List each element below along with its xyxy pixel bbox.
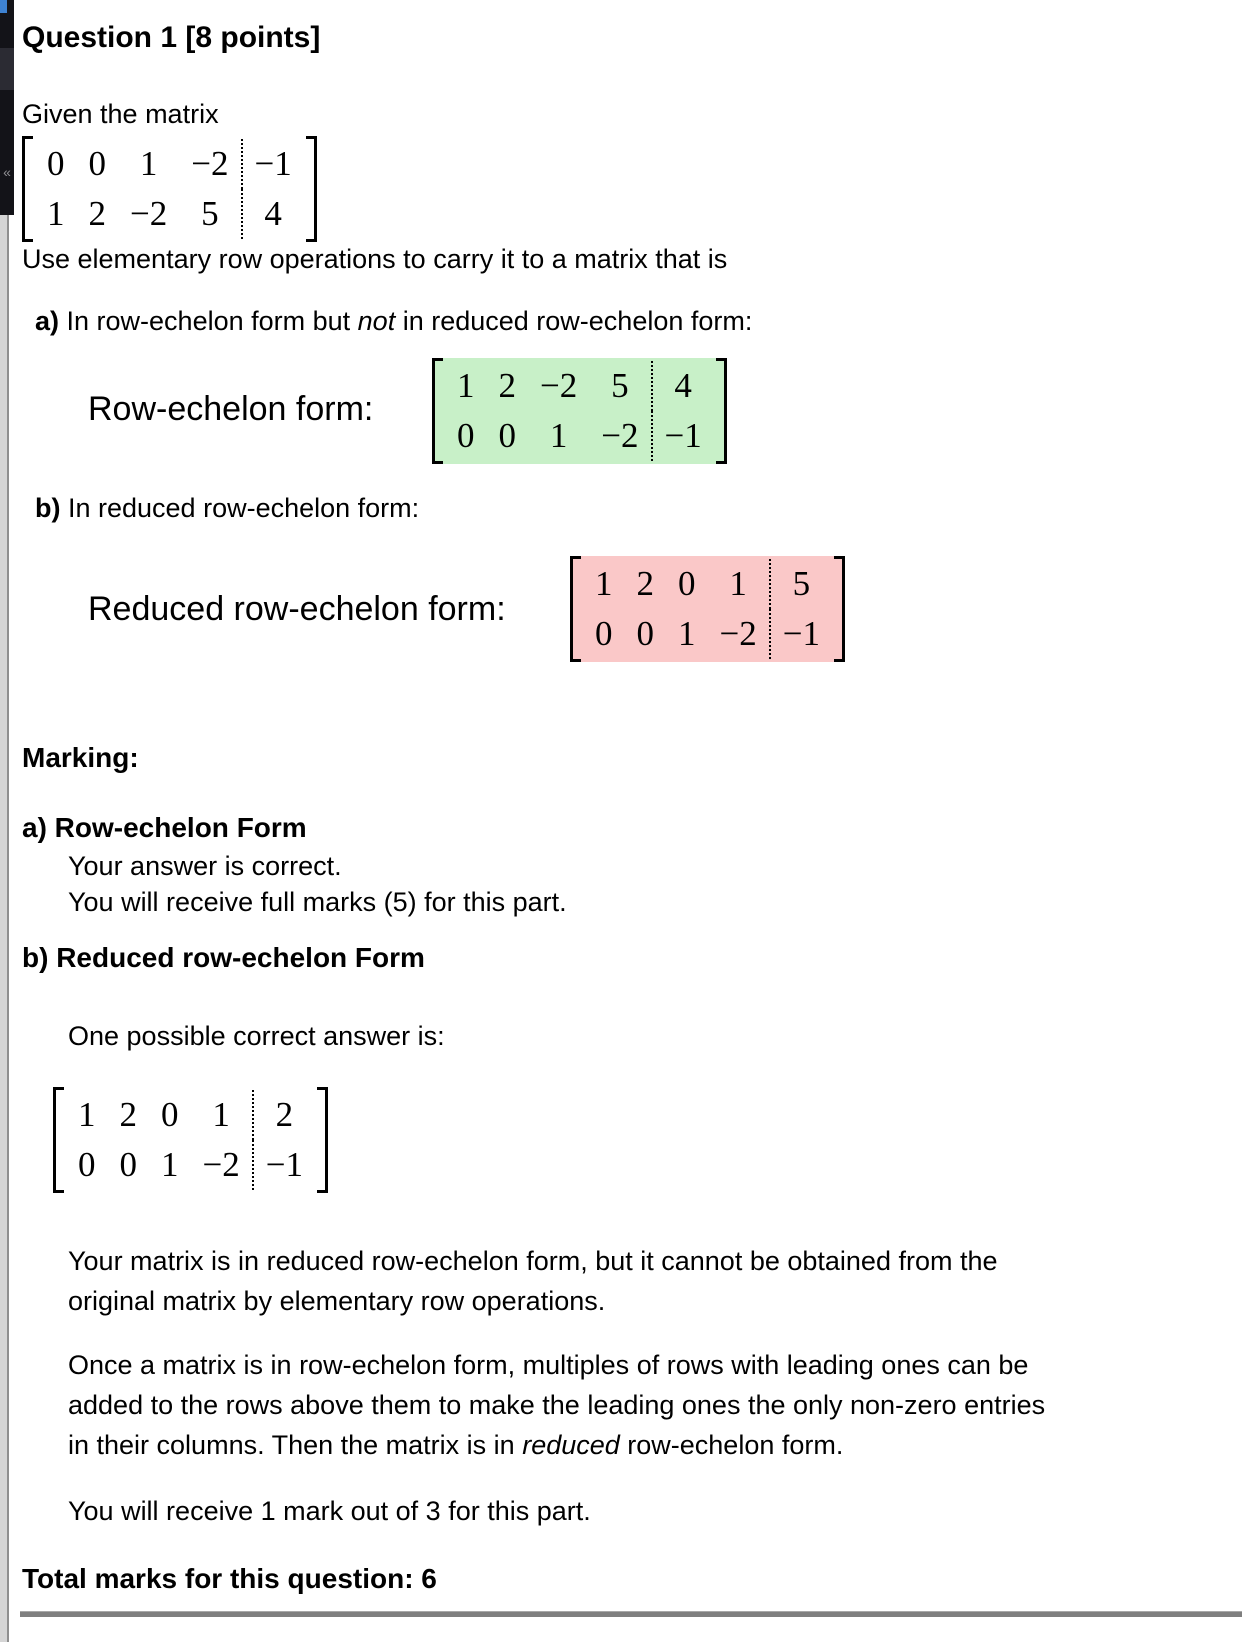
collapse-chevron-icon[interactable]: « — [3, 164, 11, 180]
matrix-cell: 1 — [139, 144, 158, 183]
matrix-right-bracket — [834, 556, 845, 662]
matrix-right-bracket — [306, 136, 317, 242]
feedback-para1-line1: Your matrix is in reduced row-echelon form, but it cannot be obtained from the — [68, 1246, 998, 1276]
matrix-left-bracket — [432, 358, 443, 464]
row-echelon-matrix — [432, 358, 727, 464]
feedback-para2-line2: added to the rows above them to make the leading ones the only non-zero entries — [68, 1390, 1046, 1420]
matrix-cell: 1 — [678, 614, 696, 653]
row-echelon-form-label: Row-echelon form: — [88, 390, 374, 428]
marking-b-intro: One possible correct answer is: — [68, 1021, 445, 1051]
matrix-left-bracket — [53, 1087, 64, 1193]
matrix-cell: 2 — [119, 1095, 137, 1134]
matrix-cell: −2 — [130, 194, 168, 233]
matrix-cell: 0 — [161, 1095, 179, 1134]
matrix-grid — [581, 556, 834, 662]
matrix-cell: 2 — [88, 194, 106, 233]
matrix-cell: 1 — [47, 194, 65, 233]
matrix-cell: 1 — [729, 564, 747, 603]
feedback-para2-emph: reduced — [522, 1430, 620, 1460]
matrix-grid — [443, 358, 716, 464]
part-a-text: In row-echelon form but — [59, 306, 358, 336]
reduced-row-echelon-matrix — [570, 556, 845, 662]
feedback-para2-line3-post: row-echelon form. — [619, 1430, 844, 1460]
matrix-cell: 0 — [678, 564, 696, 603]
matrix-cell: 0 — [47, 144, 65, 183]
instruction-text: Use elementary row operations to carry it to a matrix that is — [22, 244, 728, 274]
matrix-cell: 1 — [212, 1095, 230, 1134]
part-b-prompt — [35, 493, 419, 524]
rail-segment — [0, 48, 14, 90]
matrix-cell: 1 — [595, 564, 613, 603]
feedback-para2-line1: Once a matrix is in row-echelon form, multiples of rows with leading ones can be — [68, 1350, 1029, 1380]
matrix-cell: 1 — [161, 1145, 179, 1184]
feedback-para2-line3-pre: in their columns. Then the matrix is in — [68, 1430, 523, 1460]
matrix-cell: 1 — [78, 1095, 96, 1134]
matrix-cell: 5 — [201, 194, 219, 233]
matrix-left-bracket — [22, 136, 33, 242]
accent-square — [0, 0, 7, 13]
matrix-cell: −2 — [191, 144, 229, 183]
matrix-cell-augmented: 4 — [651, 361, 714, 411]
matrix-cell: 1 — [457, 366, 475, 405]
reduced-row-echelon-form-label: Reduced row-echelon form: — [88, 590, 506, 628]
feedback-para1-line2: original matrix by elementary row operations. — [68, 1286, 606, 1316]
matrix-cell: −2 — [719, 614, 757, 653]
part-b-label: b) — [35, 493, 61, 523]
matrix-right-bracket — [716, 358, 727, 464]
matrix-cell: 0 — [88, 144, 106, 183]
matrix-left-bracket — [570, 556, 581, 662]
given-matrix — [22, 136, 317, 242]
matrix-grid — [64, 1087, 317, 1193]
matrix-cell: −2 — [601, 416, 639, 455]
matrix-right-bracket — [317, 1087, 328, 1193]
matrix-cell-augmented: −1 — [769, 609, 832, 659]
part-a-text-after: in reduced row-echelon form: — [395, 306, 753, 336]
matrix-cell: 0 — [636, 614, 654, 653]
marking-heading: Marking: — [22, 742, 139, 773]
matrix-cell: 2 — [636, 564, 654, 603]
marking-a-line2: You will receive full marks (5) for this part. — [68, 887, 567, 917]
matrix-cell: −2 — [202, 1145, 240, 1184]
matrix-cell-augmented: 5 — [769, 559, 832, 609]
matrix-cell-augmented: 2 — [252, 1090, 315, 1140]
matrix-cell-augmented: 4 — [241, 189, 304, 239]
feedback-para2-line3 — [68, 1430, 843, 1461]
marking-a-line1: Your answer is correct. — [68, 851, 342, 881]
matrix-cell: 2 — [498, 366, 516, 405]
panel-divider-rail — [0, 215, 9, 1642]
part-a-label: a) — [35, 306, 60, 336]
marking-part-a-heading: a) Row-echelon Form — [22, 812, 307, 843]
matrix-cell: 0 — [498, 416, 516, 455]
matrix-cell: 0 — [457, 416, 475, 455]
marking-part-b-heading: b) Reduced row-echelon Form — [22, 942, 425, 973]
matrix-cell-augmented: −1 — [651, 411, 714, 461]
left-panel-rail — [0, 0, 14, 215]
matrix-cell: 0 — [595, 614, 613, 653]
part-a-prompt — [35, 306, 752, 337]
matrix-cell: 0 — [119, 1145, 137, 1184]
intro-text: Given the matrix — [22, 99, 219, 129]
total-marks: Total marks for this question: 6 — [22, 1563, 437, 1594]
question-title: Question 1 [8 points] — [22, 21, 321, 54]
matrix-cell: 0 — [78, 1145, 96, 1184]
part-a-emph: not — [357, 306, 396, 336]
matrix-grid — [33, 136, 306, 242]
matrix-cell-augmented: −1 — [252, 1140, 315, 1190]
matrix-cell: −2 — [540, 366, 578, 405]
correct-answer-matrix — [53, 1087, 328, 1193]
matrix-cell-augmented: −1 — [241, 139, 304, 189]
matrix-cell: 1 — [549, 416, 568, 455]
matrix-cell: 5 — [611, 366, 629, 405]
marking-b-result: You will receive 1 mark out of 3 for this part. — [68, 1496, 591, 1526]
part-b-text: In reduced row-echelon form: — [60, 493, 420, 523]
bottom-divider — [20, 1611, 1242, 1617]
